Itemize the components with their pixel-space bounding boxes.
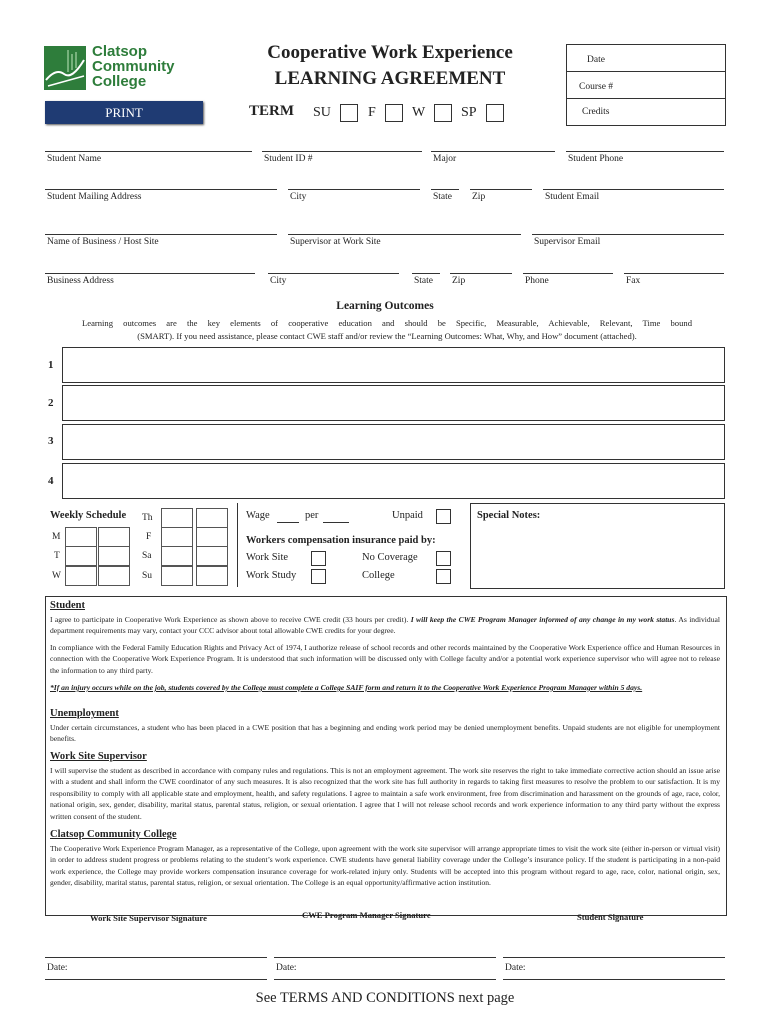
term-sp-label: SP (461, 105, 477, 120)
supervisor-date-line[interactable] (45, 979, 267, 980)
day-th-end[interactable] (196, 508, 228, 528)
business-name-label: Name of Business / Host Site (47, 237, 159, 247)
business-fax-label: Fax (626, 276, 641, 286)
student-paragraph-2: In compliance with the Federal Family Education Rights and Privacy Act of 1974, I authorize release of school records and other records maintained by the Cooperative Work Experience office and Human Resources in connection with the Cooperative Work Experience Program. It is understood that such information will be discussed only with College faculty and/or a potential work experience supervisor who will agree not to release the information to any third party. (50, 643, 720, 675)
business-address-input[interactable] (45, 273, 255, 274)
state-input[interactable] (431, 189, 459, 190)
credits-field[interactable] (567, 99, 725, 125)
college-coverage-checkbox[interactable] (436, 569, 451, 584)
manager-signature-label: CWE Program Manager Signature (302, 910, 431, 920)
course-field[interactable] (567, 72, 725, 99)
day-w-end[interactable] (98, 566, 130, 586)
schedule-heading: Weekly Schedule (50, 510, 127, 521)
manager-date-line[interactable] (274, 979, 496, 980)
state-label: State (433, 192, 452, 202)
college-section-heading: Clatsop Community College (50, 829, 177, 840)
outcome-4-field[interactable] (62, 463, 725, 499)
supervisor-signature-line[interactable] (45, 957, 267, 958)
special-notes-label: Special Notes: (477, 510, 541, 521)
work-site-checkbox[interactable] (311, 551, 326, 566)
no-coverage-label: No Coverage (362, 552, 418, 563)
student-p1-c: . As individual department requirements may vary, contact your CCC advisor about total allowable CWE credits for your degree. (50, 615, 720, 636)
credits-label: Credits (582, 107, 610, 117)
day-f-end[interactable] (196, 527, 228, 547)
term-f-label: F (368, 105, 376, 120)
outcome-1-field[interactable] (62, 347, 725, 383)
student-id-input[interactable] (262, 151, 422, 152)
supervisor-input[interactable] (288, 234, 521, 235)
date-field[interactable] (567, 45, 725, 72)
course-info-box (566, 44, 726, 126)
student-paragraph-3: *If an injury occurs while on the job, students covered by the College must complete a College SAIF form and return it to the Cooperative Work Experience Program Manager within 5 days. (50, 683, 643, 692)
zip-input[interactable] (470, 189, 532, 190)
day-sa-end[interactable] (196, 546, 228, 566)
business-fax-input[interactable] (624, 273, 724, 274)
day-label-m: M (52, 532, 61, 542)
student-date-line[interactable] (503, 979, 725, 980)
term-su-label: SU (313, 105, 331, 120)
terms-footer: See TERMS AND CONDITIONS next page (255, 990, 515, 1006)
logo-mark-icon (44, 46, 88, 92)
student-date-label: Date: (505, 963, 526, 973)
manager-date-label: Date: (276, 963, 297, 973)
day-label-w: W (52, 571, 61, 581)
day-label-f: F (146, 532, 152, 542)
student-phone-input[interactable] (566, 151, 724, 152)
day-label-sa: Sa (142, 551, 152, 561)
student-p1-a: I agree to participate in Cooperative Work Experience as shown above to receive CWE credit (33 hours per credit). (50, 615, 409, 624)
business-city-input[interactable] (268, 273, 399, 274)
supervisor-paragraph: I will supervise the student as described in accordance with company rules and regulations. This is not an employment agreement. The work site reserves the right to take immediate corrective action should an issue arise with a student and shall inform the CWE coordinator of any such measures. It is also recognized that the work site has full authority in regards to taking first measures to resolve the problem to our satisfaction. It is my responsibility to comply with all applicable state and employment, health, and safety regulations. I agree to maintain a safe work environment, free from discrimination and harassment on the grounds of age, race, color, national origin, sex, gender, disability, marital status, parental status, religion, or sexual orientation. I agree that I will not release school records and work experience information to any third party without the express written consent of the student. (50, 766, 720, 821)
day-th-start[interactable] (161, 508, 193, 528)
supervisor-section-heading: Work Site Supervisor (50, 751, 147, 762)
outcome-number-2: 2 (48, 397, 54, 409)
mailing-address-input[interactable] (45, 189, 277, 190)
city-label: City (290, 192, 307, 202)
work-study-label: Work Study (246, 570, 297, 581)
student-id-label: Student ID # (264, 154, 313, 164)
day-sa-start[interactable] (161, 546, 193, 566)
day-m-end[interactable] (98, 527, 130, 547)
business-phone-label: Phone (525, 276, 549, 286)
term-w-label: W (412, 105, 426, 120)
day-label-su: Su (142, 571, 153, 581)
unpaid-label: Unpaid (392, 510, 423, 521)
major-input[interactable] (431, 151, 555, 152)
outcome-2-field[interactable] (62, 385, 725, 421)
supervisor-label: Supervisor at Work Site (290, 237, 381, 247)
day-su-end[interactable] (196, 566, 228, 586)
date-label: Date (587, 55, 605, 65)
outcome-number-4: 4 (48, 475, 54, 487)
student-email-label: Student Email (545, 192, 600, 202)
wage-input[interactable] (277, 522, 299, 523)
wage-label: Wage (246, 510, 270, 521)
outcome-3-field[interactable] (62, 424, 725, 460)
term-f-checkbox[interactable] (385, 104, 403, 122)
no-coverage-checkbox[interactable] (436, 551, 451, 566)
day-f-start[interactable] (161, 527, 193, 547)
student-p1-b: I will keep the CWE Program Manager informed of any change in my work status (410, 615, 675, 624)
work-site-label: Work Site (246, 552, 289, 563)
unpaid-checkbox[interactable] (436, 509, 451, 524)
student-phone-label: Student Phone (568, 154, 624, 164)
student-section-heading: Student (50, 600, 86, 611)
business-address-label: Business Address (47, 276, 114, 286)
page-subtitle: LEARNING AGREEMENT (274, 68, 506, 89)
per-label: per (305, 510, 319, 521)
day-su-start[interactable] (161, 566, 193, 586)
college-coverage-label: College (362, 570, 395, 581)
term-w-checkbox[interactable] (434, 104, 452, 122)
business-state-input[interactable] (412, 273, 440, 274)
logo-line1: Clatsop (92, 43, 148, 60)
outcome-number-1: 1 (48, 359, 54, 371)
print-button[interactable]: PRINT (45, 101, 203, 124)
day-label-t: T (54, 551, 60, 561)
city-input[interactable] (288, 189, 420, 190)
per-input[interactable] (323, 522, 349, 523)
student-name-input[interactable] (45, 151, 252, 152)
outcome-number-3: 3 (48, 435, 54, 447)
zip-label: Zip (472, 192, 486, 202)
business-zip-input[interactable] (450, 273, 512, 274)
supervisor-email-label: Supervisor Email (534, 237, 601, 247)
major-label: Major (433, 154, 457, 164)
supervisor-email-input[interactable] (532, 234, 724, 235)
student-paragraph-1 (50, 614, 720, 637)
schedule-divider (237, 503, 238, 587)
supervisor-signature-label: Work Site Supervisor Signature (90, 913, 207, 923)
college-logo (44, 44, 179, 94)
business-state-label: State (414, 276, 433, 286)
term-sp-checkbox[interactable] (486, 104, 504, 122)
logo-line2: Community (92, 58, 175, 75)
unemployment-heading: Unemployment (50, 708, 119, 719)
business-phone-input[interactable] (523, 273, 613, 274)
mailing-address-label: Student Mailing Address (47, 192, 142, 202)
business-zip-label: Zip (452, 276, 466, 286)
student-signature-label: Student Signature (577, 912, 644, 922)
day-m-start[interactable] (65, 527, 97, 547)
business-city-label: City (270, 276, 287, 286)
day-t-start[interactable] (65, 546, 97, 566)
outcomes-intro-line2: (SMART). If you need assistance, please contact CWE staff and/or review the “Learning Outcomes: What, Why, and How” document (attached). (137, 331, 637, 341)
student-name-label: Student Name (47, 154, 102, 164)
special-notes-field[interactable] (470, 503, 725, 589)
business-name-input[interactable] (45, 234, 277, 235)
outcomes-intro-line1: Learning outcomes are the key elements of cooperative education and should be Specific, Measurable, Achievable, Relevant, Time bound (82, 318, 692, 328)
term-label: TERM (249, 103, 294, 119)
term-su-checkbox[interactable] (340, 104, 358, 122)
page-title: Cooperative Work Experience (267, 42, 513, 63)
student-signature-line[interactable] (503, 957, 725, 958)
manager-signature-line[interactable] (274, 957, 496, 958)
work-study-checkbox[interactable] (311, 569, 326, 584)
unemployment-paragraph: Under certain circumstances, a student who has been placed in a CWE position that has a beginning and ending work period may be denied unemployment benefits. Unpaid students are not eligible for unemployment benefits. (50, 723, 720, 744)
supervisor-date-label: Date: (47, 963, 68, 973)
day-label-th: Th (142, 513, 153, 523)
day-w-start[interactable] (65, 566, 97, 586)
workers-comp-heading: Workers compensation insurance paid by: (246, 535, 436, 546)
student-email-input[interactable] (543, 189, 724, 190)
logo-line3: College (92, 73, 147, 90)
course-label: Course # (579, 82, 614, 92)
outcomes-heading: Learning Outcomes (336, 300, 434, 312)
college-paragraph: The Cooperative Work Experience Program Manager, as a representative of the College, upon agreement with the work site supervisor will arrange appropriate times to visit the work site (either in-person or virtual visit) in order to address student progress or problems relating to the student’s work experience. CWE students have general liability coverage under the College’s insurance policy. If the student is participating in a non-paid work experience, the College may provide workers compensation insurance coverage for work-related injury only. Students will be accepted into this program without regard to age, race, color, national origin, sex, gender, disability, marital status, parental status, religion, or sexual orientation. The College is an equal opportunity/affirmative action institution. (50, 844, 720, 888)
day-t-end[interactable] (98, 546, 130, 566)
